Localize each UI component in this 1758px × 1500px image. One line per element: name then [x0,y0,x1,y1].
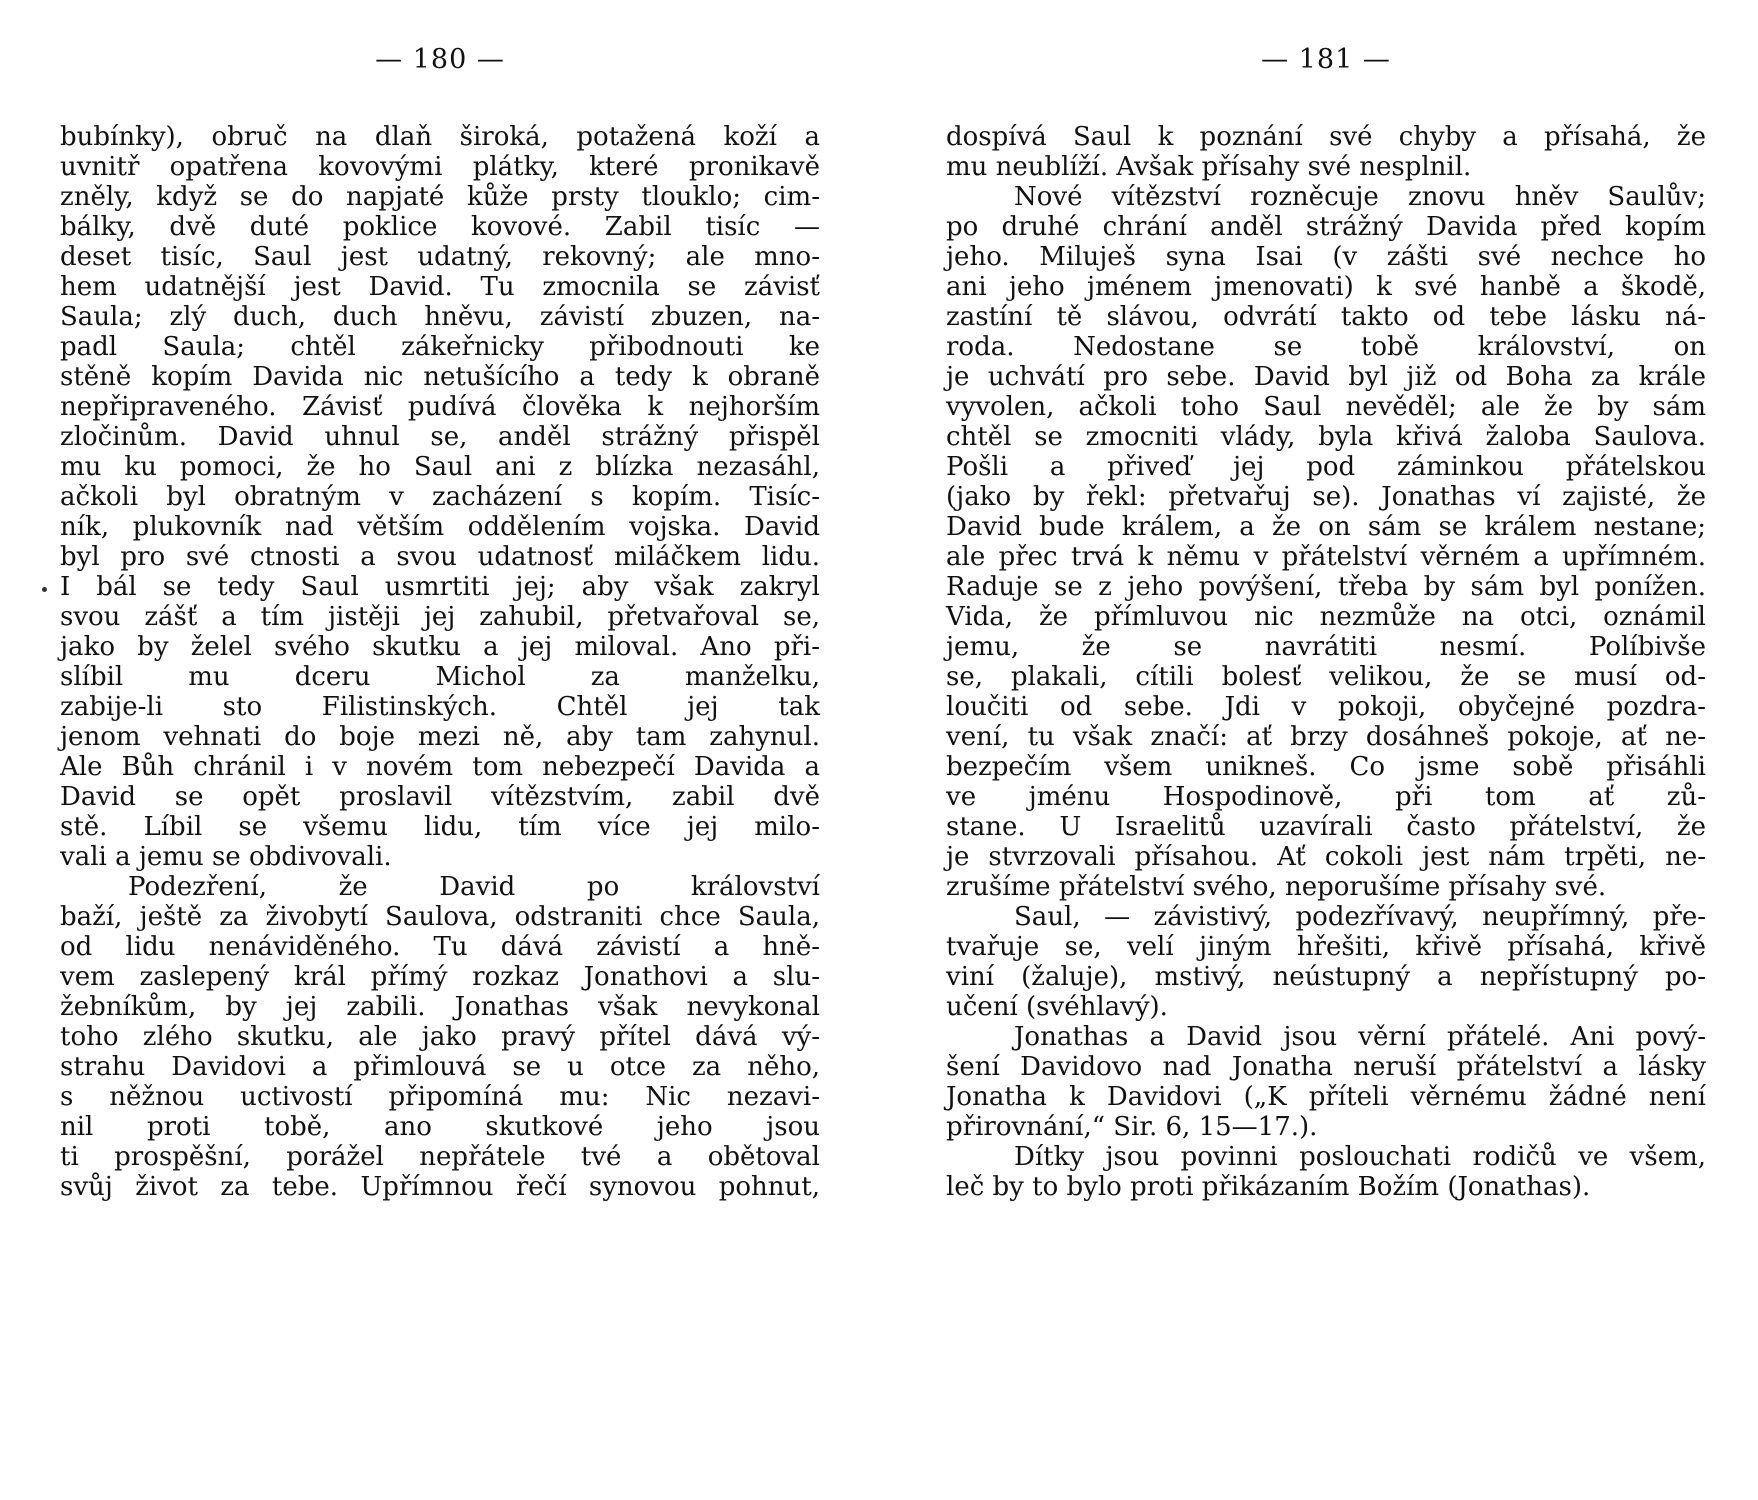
text-line: bálky, dvě duté poklice kovové. Zabil tisíc — [60,212,820,242]
text-line: nepřipraveného. Závisť pudívá člověka k nejhorším [60,392,820,422]
text-line: svůj život za tebe. Upřímnou řečí synovou pohnut, [60,1172,820,1202]
text-line: hem udatnější jest David. Tu zmocnila se závisť [60,272,820,302]
text-line: dospívá Saul k poznání své chyby a přísahá, že [946,122,1706,152]
text-line: I bál se tedy Saul usmrtiti jej; aby však zakryl [60,572,820,602]
text-line: Vida, že přímluvou nic nezmůže na otci, oznámil [946,602,1706,632]
text-line: Nové vítězství rozněcuje znovu hněv Saulův; [1014,182,1706,212]
text-line: deset tisíc, Saul jest udatný, rekovný; ale mno- [60,242,820,272]
text-line: od lidu nenáviděného. Tu dává závistí a hně- [60,932,820,962]
text-line: je uchvátí pro sebe. David byl již od Boha za krále [946,362,1706,392]
text-line: viní (žaluje), mstivý, neústupný a nepřístupný po- [946,962,1706,992]
text-line: vali a jemu se obdivovali. [60,842,392,872]
text-line: (jako by řekl: přetvařuj se). Jonathas ví zajisté, že [946,482,1706,512]
text-line: zabije-li sto Filistinských. Chtěl jej tak [60,692,820,722]
text-line: stěně kopím Davida nic netušícího a tedy k obraně [60,362,820,392]
text-line: nil proti tobě, ano skutkové jeho jsou [60,1112,820,1142]
right-page-text [946,122,1706,1202]
text-line: bubínky), obruč na dlaň široká, potažená koží a [60,122,820,152]
margin-dot [42,587,47,592]
text-line: se, plakali, cítili bolesť velikou, že se musí od- [946,662,1706,692]
text-line: žebníkům, by jej zabili. Jonathas však nevykonal [60,992,820,1022]
text-line: po druhé chrání anděl strážný Davida před kopím [946,212,1706,242]
text-line: ník, plukovník nad větším oddělením vojska. David [60,512,820,542]
text-line: jako by želel svého skutku a jej miloval. Ano při- [60,632,820,662]
text-line: zněly, když se do napjaté kůže prsty tlouklo; cim- [60,182,820,212]
text-line: leč by to bylo proti přikázaním Božím (Jonathas). [946,1172,1591,1202]
text-line: jeho. Miluješ syna Isai (v zášti své nechce ho [946,242,1706,272]
text-line: Ale Bůh chránil i v novém tom nebezpečí Davida a [60,752,820,782]
text-line: Pošli a přiveď jej pod záminkou přátelskou [946,452,1706,482]
text-line: byl pro své ctnosti a svou udatnosť miláčkem lidu. [60,542,820,572]
text-line: Raduje se z jeho povýšení, třeba by sám byl ponížen. [946,572,1706,602]
text-line: zrušíme přátelství svého, neporušíme přísahy své. [946,872,1607,902]
text-line: zastíní tě slávou, odvrátí takto od tebe lásku ná- [946,302,1706,332]
page-number-left: — 180 — [375,44,505,75]
page-number-right: — 181 — [1261,44,1391,75]
text-line: toho zlého skutku, ale jako pravý přítel dává vý- [60,1022,820,1052]
text-line: je stvrzovali přísahou. Ať cokoli jest nám trpěti, ne- [946,842,1706,872]
text-line: zločinům. David uhnul se, anděl strážný přispěl [60,422,820,452]
text-line: ačkoli byl obratným v zacházení s kopím. Tisíc- [60,482,820,512]
text-line: Dítky jsou povinni poslouchati rodičů ve všem, [1014,1142,1706,1172]
text-line: učení (svéhlavý). [946,992,1168,1022]
text-line: Podezření, že David po království [128,872,820,902]
text-line: David bude králem, a že on sám se králem nestane; [946,512,1706,542]
text-line: s něžnou uctivostí připomíná mu: Nic nezavi- [60,1082,820,1112]
text-line: vem zaslepený král přímý rozkaz Jonathovi a slu- [60,962,820,992]
text-line: bezpečím všem unikneš. Co jsme sobě přisáhli [946,752,1706,782]
text-line: stě. Líbil se všemu lidu, tím více jej milo- [60,812,820,842]
text-line: Saul, — závistivý, podezřívavý, neupřímný, pře- [1014,902,1706,932]
text-line: stane. U Israelitů uzavírali často přátelství, že [946,812,1706,842]
text-line: padl Saula; chtěl zákeřnicky přibodnouti ke [60,332,820,362]
text-line: ve jménu Hospodinově, při tom ať zů- [946,782,1706,812]
text-line: Jonatha k Davidovi („K příteli věrnému žádné není [946,1082,1706,1112]
text-line: ani jeho jménem jmenovati) k své hanbě a škodě, [946,272,1706,302]
text-line: šení Davidovo nad Jonatha neruší přátelství a lásky [946,1052,1706,1082]
text-line: přirovnání,“ Sir. 6, 15—17.). [946,1112,1318,1142]
text-line: Jonathas a David jsou věrní přátelé. Ani pový- [1014,1022,1706,1052]
text-line: vyvolen, ačkoli toho Saul nevěděl; ale že by sám [946,392,1706,422]
text-line: vení, tu však značí: ať brzy dosáhneš pokoje, ať ne- [946,722,1706,752]
text-line: chtěl se zmocniti vlády, byla křivá žaloba Saulova. [946,422,1706,452]
left-page-text [60,122,820,1202]
text-line: mu neublíží. Avšak přísahy své nesplnil. [946,152,1472,182]
text-line: Saula; zlý duch, duch hněvu, závistí zbuzen, na- [60,302,820,332]
text-line: ale přec trvá k němu v přátelství věrném a upřímném. [946,542,1706,572]
text-line: uvnitř opatřena kovovými plátky, které pronikavě [60,152,820,182]
text-line: jemu, že se navrátiti nesmí. Políbivše [946,632,1706,662]
text-line: ti prospěšní, porážel nepřátele tvé a obětoval [60,1142,820,1172]
text-line: mu ku pomoci, že ho Saul ani z blízka nezasáhl, [60,452,820,482]
text-line: svou zášť a tím jistěji jej zahubil, přetvařoval se, [60,602,820,632]
text-line: slíbil mu dceru Michol za manželku, [60,662,820,692]
text-line: David se opět proslavil vítězstvím, zabil dvě [60,782,820,812]
text-line: tvařuje se, velí jiným hřešiti, křivě přísahá, křivě [946,932,1706,962]
text-line: roda. Nedostane se tobě království, on [946,332,1706,362]
text-line: baží, ještě za živobytí Saulova, odstraniti chce Saula, [60,902,820,932]
text-line: strahu Davidovi a přimlouvá se u otce za něho, [60,1052,820,1082]
text-line: jenom vehnati do boje mezi ně, aby tam zahynul. [60,722,820,752]
text-line: loučiti od sebe. Jdi v pokoji, obyčejné pozdra- [946,692,1706,722]
